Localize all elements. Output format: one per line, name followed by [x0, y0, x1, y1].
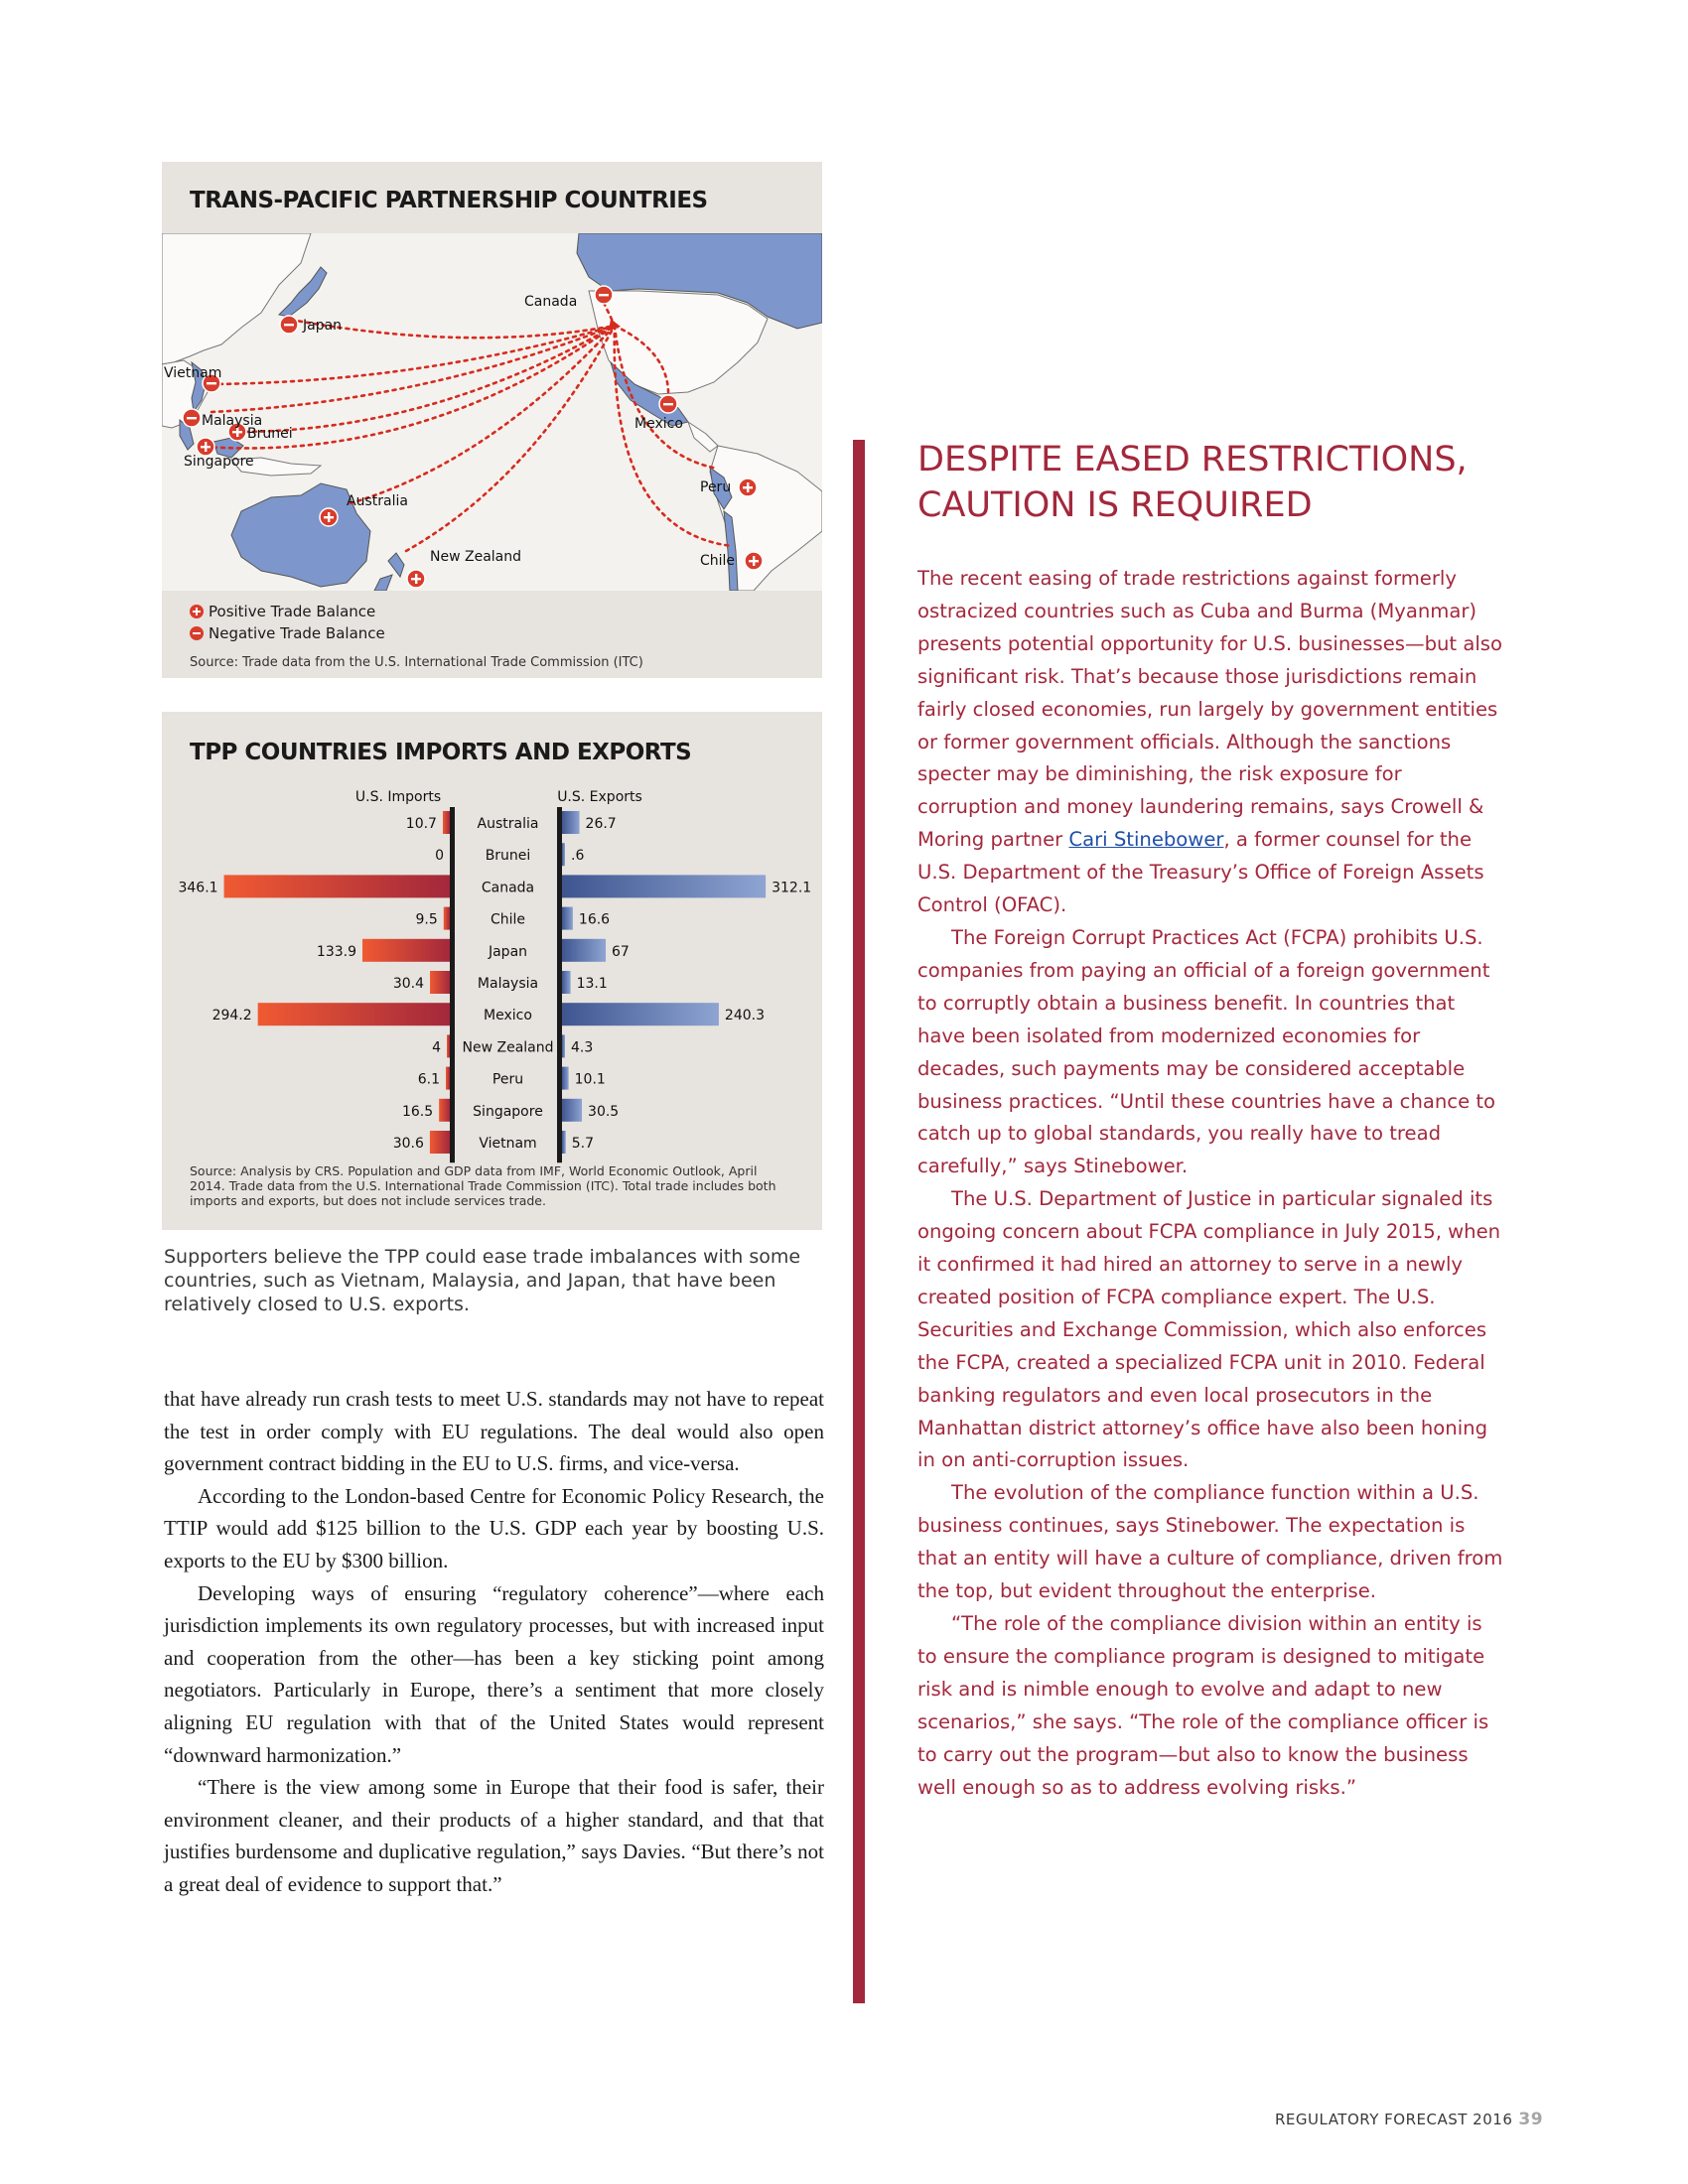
category-label: Japan	[488, 943, 528, 960]
page-number: 39	[1518, 2110, 1544, 2129]
cari-stinebower-link[interactable]: Cari Stinebower	[1068, 828, 1224, 852]
export-bar	[562, 843, 565, 866]
sidebar-paragraph: The U.S. Department of Justice in particular signaled its ongoing concern about FCPA compliance in July 2015, when it confirmed it had hired an attorney to serve in a newly created position of FCPA compliance expert. The U.S. Securities and Exchange Commission, which also enforces the FCPA, created a specialized FCPA unit in 2010. Federal banking regulators and even local prosecutors in the Manhattan district attorney’s office have also been honing in on anti-corruption issues.	[917, 1187, 1501, 1472]
export-value-label: .6	[571, 848, 585, 865]
export-value-label: 13.1	[576, 976, 608, 992]
sidebar-text	[917, 563, 1503, 1804]
chart-source-note: Source: Analysis by CRS. Population and GDP data from IMF, World Economic Outlook, April 2014. Trade data from the U.S. International Trade Commission (ITC). Total trade includes both imports and exports, but does not include services trade.	[190, 1163, 776, 1208]
import-value-label: 30.6	[392, 1136, 424, 1152]
category-label: Malaysia	[477, 976, 539, 992]
label-canada: Canada	[524, 294, 578, 310]
export-value-label: 4.3	[571, 1039, 594, 1056]
category-label: Singapore	[473, 1103, 543, 1120]
export-bar	[562, 811, 580, 834]
import-value-label: 30.4	[392, 976, 425, 992]
import-bar	[224, 875, 450, 897]
import-value-label: 346.1	[178, 880, 218, 896]
body-paragraph: “There is the view among some in Europe that their food is safer, their environment cleaner, and their products of a higher standard, and that that justifies burdensome and duplicative regulation,” says Davies. “But there’s not a great deal of evidence to support that.”	[164, 1775, 824, 1896]
import-value-label: 0	[435, 848, 444, 865]
category-label: Australia	[477, 816, 539, 832]
map-title: TRANS-PACIFIC PARTNERSHIP COUNTRIES	[190, 188, 708, 213]
category-label: Chile	[490, 911, 526, 928]
plus-icon	[190, 605, 204, 618]
label-singapore: Singapore	[184, 454, 254, 470]
exports-axis	[557, 807, 562, 1162]
sidebar-text-run: The recent easing of trade restrictions against formerly ostracized countries such as Cuba and Burma (Myanmar) presents potential opportunity for U.S. businesses—but also significant risk. That’s because those jurisdictions remain fairly closed economies, run largely by government entities or former government officials. Although the sanctions specter may be diminishing, the risk exposure for corruption and money laundering remains, says Crowell & Moring partner	[917, 567, 1502, 852]
marker-mexico	[659, 395, 677, 413]
category-label: Vietnam	[479, 1136, 537, 1152]
sidebar-paragraph: “The role of the compliance division within an entity is to ensure the compliance program is designed to mitigate risk and is nimble enough to evolve and adapt to new scenarios,” she says. “The role of the compliance officer is to carry out the program—but also to know the business well enough so as to address evolving risks.”	[917, 1612, 1489, 1799]
export-bar	[562, 971, 571, 994]
body-paragraph: that have already run crash tests to meet U.S. standards may not have to repeat the test in order comply with EU regulations. The deal would also open government contract bidding in the EU to U.S. firms, and vice-versa.	[164, 1387, 824, 1476]
chart-title: TPP COUNTRIES IMPORTS AND EXPORTS	[190, 740, 692, 765]
label-vietnam: Vietnam	[164, 365, 222, 381]
body-paragraph: According to the London-based Centre for Economic Policy Research, the TTIP would add $125 billion to the U.S. GDP each year by boosting U.S. exports to the EU by $300 billion.	[164, 1483, 824, 1572]
import-bar	[443, 811, 450, 834]
body-paragraph: Developing ways of ensuring “regulatory coherence”—where each jurisdiction implements its own regulatory processes, but with increased input and cooperation from the other—has been a key sticking point among negotiators. Particularly in Europe, there’s a sentiment that more closely aligning EU regulation with that of the United States would represent “downward harmonization.”	[164, 1580, 824, 1767]
label-malaysia: Malaysia	[202, 413, 263, 429]
export-value-label: 10.1	[574, 1071, 606, 1088]
import-value-label: 9.5	[415, 911, 438, 928]
import-bar	[430, 971, 450, 994]
sidebar-paragraph: The Foreign Corrupt Practices Act (FCPA) prohibits U.S. companies from paying an official of a foreign government to corruptly obtain a business benefit. In countries that have been isolated from modernized economies for decades, such payments may be considered acceptable business practices. “Until these countries have a chance to catch up to global standards, you really have to tread carefully,” says Stinebower.	[917, 925, 1496, 1178]
export-bar	[562, 907, 573, 930]
import-bar	[362, 939, 450, 962]
import-value-label: 4	[432, 1039, 441, 1056]
bars-layer	[178, 807, 811, 1162]
category-label: Peru	[492, 1071, 524, 1088]
marker-malaysia	[183, 409, 201, 427]
import-value-label: 6.1	[417, 1071, 440, 1088]
tpp-map	[162, 233, 822, 591]
legend-negative	[190, 622, 385, 644]
sidebar-accent-rule	[853, 440, 865, 2003]
marker-canada	[595, 286, 613, 304]
import-value-label: 16.5	[401, 1103, 434, 1120]
marker-japan	[280, 316, 298, 334]
export-value-label: 312.1	[772, 880, 812, 896]
imports-exports-chart	[162, 781, 822, 1168]
import-bar	[444, 907, 450, 930]
legend-negative-label: Negative Trade Balance	[209, 624, 385, 642]
import-value-label: 294.2	[211, 1008, 252, 1024]
figure-caption: Supporters believe the TPP could ease trade imbalances with some countries, such as Vietnam, Malaysia, and Japan, that have been relatively closed to U.S. exports.	[164, 1246, 801, 1315]
category-label: Canada	[481, 880, 535, 896]
import-bar	[447, 1034, 450, 1057]
publication-name: REGULATORY FORECAST 2016	[1275, 2111, 1513, 2128]
minus-icon	[190, 626, 204, 640]
export-bar	[562, 1034, 565, 1057]
marker-chile	[745, 552, 763, 570]
import-bar	[258, 1003, 450, 1025]
sidebar-paragraph: The evolution of the compliance function within a U.S. business continues, says Stinebower. The expectation is that an entity will have a culture of compliance, driven from the top, but evident throughout the enterprise.	[917, 1481, 1503, 1603]
label-mexico: Mexico	[634, 416, 683, 432]
export-value-label: 240.3	[724, 1008, 766, 1024]
import-bar	[430, 1131, 450, 1154]
import-value-label: 133.9	[316, 943, 357, 960]
export-value-label: 16.6	[578, 911, 611, 928]
map-legend	[190, 601, 385, 644]
sidebar-text-run: , a former counsel for the U.S. Department of the Treasury’s Office of Foreign Assets Control (OFAC).	[917, 828, 1484, 917]
exports-series-label: U.S. Exports	[557, 789, 642, 805]
imports-series-label: U.S. Imports	[354, 789, 442, 805]
export-bar	[562, 875, 766, 897]
page-footer	[1275, 2110, 1543, 2129]
export-bar	[562, 1067, 569, 1090]
marker-australia	[320, 508, 338, 526]
import-bar	[439, 1099, 450, 1122]
export-bar	[562, 939, 606, 962]
export-bar	[562, 1003, 719, 1025]
legend-positive-label: Positive Trade Balance	[209, 603, 376, 620]
tpp-map-figure	[162, 162, 822, 678]
marker-peru	[739, 478, 757, 496]
import-value-label: 10.7	[405, 816, 437, 832]
label-peru: Peru	[700, 479, 732, 495]
main-article-text	[164, 1383, 824, 1901]
export-bar	[562, 1099, 582, 1122]
legend-positive	[190, 601, 385, 622]
sidebar-paragraph	[917, 563, 1503, 922]
label-japan: Japan	[303, 318, 343, 334]
export-bar	[562, 1131, 566, 1154]
export-value-label: 67	[612, 943, 630, 960]
map-source-note: Source: Trade data from the U.S. International Trade Commission (ITC)	[190, 655, 643, 670]
label-new-zealand: New Zealand	[430, 549, 521, 565]
category-label: Brunei	[485, 848, 531, 865]
import-bar	[446, 1067, 450, 1090]
export-value-label: 26.7	[585, 816, 617, 832]
marker-new-zealand	[407, 570, 425, 588]
category-label: Mexico	[484, 1008, 532, 1024]
label-chile: Chile	[700, 553, 736, 569]
sidebar-heading: DESPITE EASED RESTRICTIONS, CAUTION IS REQUIRED	[917, 440, 1468, 525]
label-brunei: Brunei	[247, 426, 293, 442]
export-value-label: 30.5	[588, 1103, 620, 1120]
imports-axis	[450, 807, 455, 1162]
category-label: New Zealand	[462, 1039, 554, 1056]
trade-chart-figure	[162, 712, 822, 1230]
export-value-label: 5.7	[571, 1136, 595, 1152]
label-australia: Australia	[347, 493, 408, 509]
